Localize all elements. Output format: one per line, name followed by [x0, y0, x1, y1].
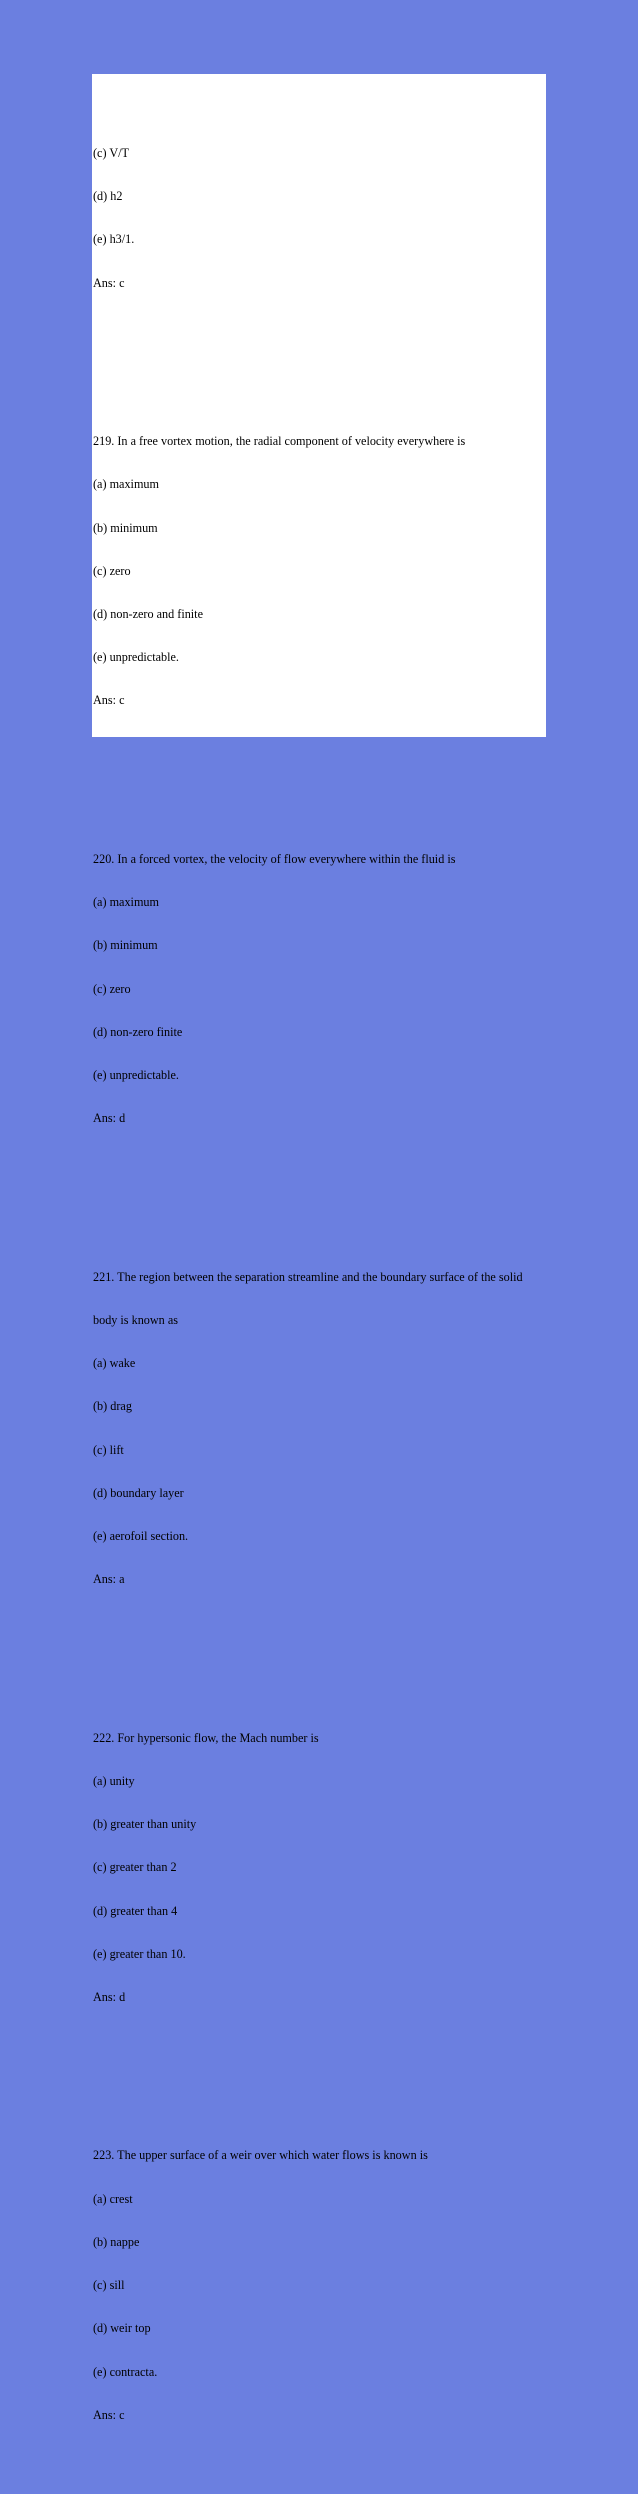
answer-line: Ans: c — [93, 275, 125, 290]
question-220 — [93, 823, 546, 1154]
answer-line: Ans: c — [93, 2407, 125, 2422]
paragraph-gap — [93, 1644, 546, 1658]
question-text: 223. The upper surface of a weir over which water flows is known is — [93, 2148, 428, 2163]
option-line: (b) minimum — [93, 520, 158, 535]
question-text: 220. In a forced vortex, the velocity of flow everywhere within the fluid is — [93, 851, 456, 866]
answer-line: Ans: d — [93, 1989, 126, 2004]
option-line: (b) greater than unity — [93, 1817, 197, 1832]
option-line: (c) sill — [93, 2278, 125, 2293]
option-line: (e) unpredictable. — [93, 1068, 179, 1082]
option-line: (a) maximum — [93, 477, 159, 492]
option-line: (c) V/T — [93, 146, 129, 161]
option-line: (d) non-zero finite — [93, 1024, 183, 1039]
option-line: (a) unity — [93, 1773, 135, 1788]
question-223 — [93, 2120, 546, 2451]
option-line: (b) minimum — [93, 938, 158, 953]
option-line: (d) boundary layer — [93, 1485, 184, 1500]
paragraph-gap — [93, 765, 546, 779]
option-line: (c) zero — [93, 563, 131, 578]
option-line: (d) weir top — [93, 2321, 151, 2336]
option-line: (c) zero — [93, 981, 131, 996]
option-line: (b) nappe — [93, 2234, 140, 2249]
answer-line: Ans: a — [93, 1572, 125, 1587]
option-line: (e) unpredictable. — [93, 650, 179, 665]
answer-line: Ans: c — [93, 693, 125, 708]
paragraph-gap — [93, 2062, 546, 2076]
option-line: (a) crest — [93, 2191, 133, 2206]
option-line: (c) greater than 2 — [93, 1860, 177, 1875]
answer-line: Ans: d — [93, 1111, 126, 1126]
option-line: (d) h2 — [93, 189, 123, 204]
option-line: (a) maximum — [93, 895, 159, 910]
leading-block — [93, 117, 546, 319]
option-line: (d) non-zero and finite — [93, 607, 203, 622]
question-text: 222. For hypersonic flow, the Mach number is — [93, 1730, 319, 1745]
question-221 — [93, 1241, 546, 1616]
question-219 — [93, 405, 546, 736]
option-line: (e) h3/1. — [93, 232, 135, 247]
option-line: (e) contracta. — [93, 2364, 158, 2379]
paragraph-gap — [93, 348, 546, 362]
option-line: (c) lift — [93, 1442, 124, 1457]
option-line: (a) wake — [93, 1356, 136, 1371]
option-line: (e) greater than 10. — [93, 1946, 186, 1961]
question-text: body is known as — [93, 1312, 178, 1327]
document-page — [92, 74, 546, 2422]
paragraph-gap — [93, 1183, 546, 1197]
question-text: 219. In a free vortex motion, the radial component of velocity everywhere is — [93, 434, 466, 449]
question-text: 221. The region between the separation streamline and the boundary surface of the solid — [93, 1269, 523, 1284]
option-line: (e) aerofoil section. — [93, 1528, 189, 1543]
document-text — [93, 74, 546, 2494]
option-line: (b) drag — [93, 1399, 132, 1414]
option-line: (d) greater than 4 — [93, 1903, 178, 1918]
question-222 — [93, 1702, 546, 2033]
